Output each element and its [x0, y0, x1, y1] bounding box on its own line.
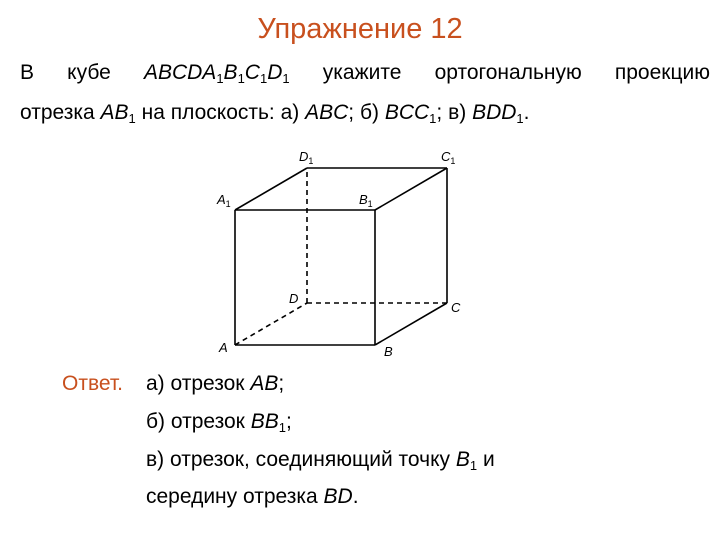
- edge-b-c: [375, 303, 447, 345]
- edge-b1-c1: [375, 168, 447, 210]
- cube-name: $ABCDA_1B_1C_1D_1$: [143, 61, 290, 86]
- problem-text: В кубе: [20, 61, 111, 84]
- plane-bdd1: $BDD_1$: [472, 101, 524, 126]
- vertex-label-a: A: [219, 340, 228, 355]
- vertex-label-d1: $D_1$: [299, 149, 314, 166]
- plane-abc: ABC: [305, 101, 349, 124]
- segment-ab1: $AB_1$: [100, 101, 136, 126]
- vertex-label-b: B: [384, 344, 393, 359]
- edge-a1-d1: [235, 168, 307, 210]
- answer-item-a: а) отрезок AB;: [146, 372, 285, 395]
- exercise-title: Упражнение 12: [257, 13, 463, 45]
- vertex-label-c: C: [451, 300, 461, 315]
- problem-text-line-2: отрезка $AB_1$ на плоскость: а) ABC; б) $BCC_1$; в) $BDD_1$.: [20, 101, 530, 126]
- vertex-label-d: D: [289, 291, 299, 306]
- answer-item-c-line-1: в) отрезок, соединяющий точку $B_1$ и: [146, 448, 495, 473]
- vertex-label-c1: $C_1$: [441, 149, 456, 166]
- vertex-label-b1: $B_1$: [359, 192, 373, 209]
- problem-text: укажите ортогональную проекцию: [289, 61, 710, 84]
- vertex-label-a1: $A_1$: [217, 192, 231, 209]
- plane-bcc1: $BCC_1$: [384, 101, 437, 126]
- answer-label: Ответ.: [62, 372, 123, 395]
- edge-a-d-hidden: [235, 303, 307, 345]
- answer-item-b: б) отрезок $BB_1$;: [146, 410, 292, 435]
- answer-item-c-line-2: середину отрезка BD.: [146, 485, 359, 508]
